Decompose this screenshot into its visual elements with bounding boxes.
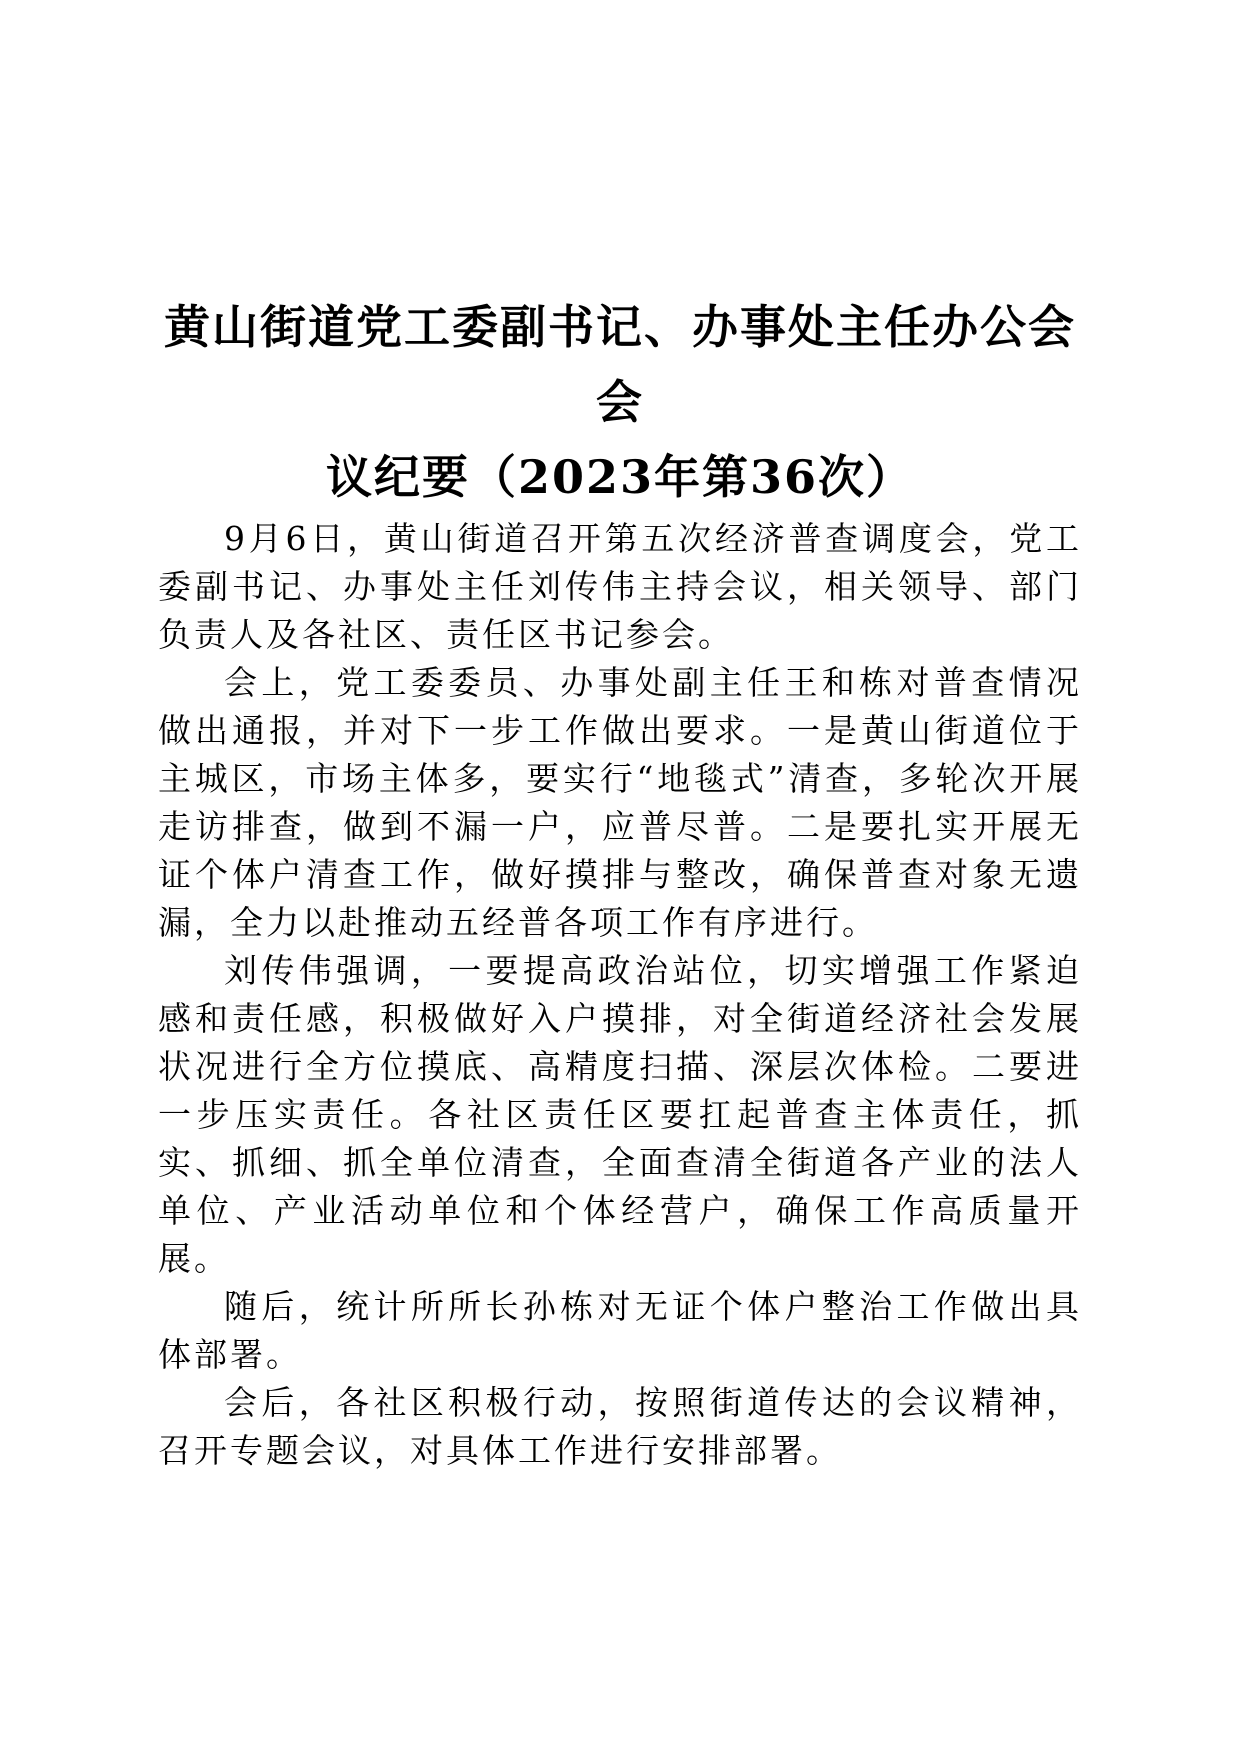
document-title	[150, 290, 1090, 515]
document-title-line-2: 议纪要（2023年第36次）	[325, 450, 915, 504]
paragraph-4: 随后，统计所所长孙栋对无证个体户整治工作做出具体部署。	[158, 1287, 1082, 1374]
document-title-line-1: 黄山街道党工委副书记、办事处主任办公会会	[164, 300, 1076, 429]
paragraph-3: 刘传伟强调，一要提高政治站位，切实增强工作紧迫感和责任感，积极做好入户摸排，对全街道经济社会发展状况进行全方位摸底、高精度扫描、深层次体检。二要进一步压实责任。各社区责任区要扛起普查主体责任，抓实、抓细、抓全单位清查，全面查清全街道各产业的法人单位、产业活动单位和个体经营户，确保工作高质量开展。	[158, 951, 1082, 1278]
paragraph-5: 会后，各社区积极行动，按照街道传达的会议精神，召开专题会议，对具体工作进行安排部署。	[158, 1383, 1082, 1470]
document-body	[158, 515, 1082, 1475]
paragraph-1: 9月6日，黄山街道召开第五次经济普查调度会，党工委副书记、办事处主任刘传伟主持会议，相关领导、部门负责人及各社区、责任区书记参会。	[158, 519, 1082, 654]
paragraph-2: 会上，党工委委员、办事处副主任王和栋对普查情况做出通报，并对下一步工作做出要求。一是黄山街道位于主城区，市场主体多，要实行“地毯式”清查，多轮次开展走访排查，做到不漏一户，应普尽普。二是要扎实开展无证个体户清查工作，做好摸排与整改，确保普查对象无遗漏，全力以赴推动五经普各项工作有序进行。	[158, 663, 1082, 942]
